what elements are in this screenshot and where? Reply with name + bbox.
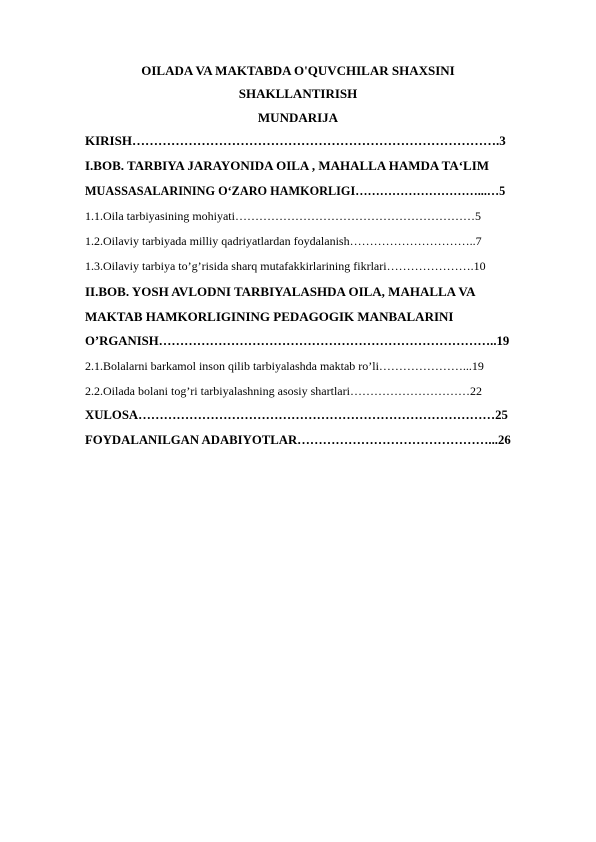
contents-heading: MUNDARIJA: [257, 110, 339, 125]
toc-entry-adabiyotlar: FOYDALANILGAN ADABIYOTLAR………………………………………...26: [85, 433, 511, 447]
document-title-line-2: SHAKLLANTIRISH: [238, 86, 358, 101]
toc-entry-chapter-2-line-3: O’RGANISH……………………………………………………………………..19: [85, 334, 510, 348]
toc-entry-1-1: 1.1.Oila tarbiyasining mohiyati……………………………………………………5: [85, 209, 481, 223]
toc-entry-2-2: 2.2.Oilada bolani tog’ri tarbiyalashning asosiy shartlari…………………………22: [85, 384, 482, 398]
toc-entry-kirish: KIRISH………………………………………………………………………….3: [85, 133, 506, 148]
toc-entry-1-2: 1.2.Oilaviy tarbiyada milliy qadriyatlardan foydalanish…………………………..7: [85, 234, 482, 248]
toc-entry-chapter-2-line-2: MAKTAB HAMKORLIGINING PEDAGOGIK MANBALARINI: [85, 309, 454, 324]
toc-entry-chapter-2-line-1: II.BOB. YOSH AVLODNI TARBIYALASHDA OILA, MAHALLA VA: [85, 284, 476, 299]
document-title-line-1: OILADA VA MAKTABDA O'QUVCHILAR SHAXSINI: [141, 63, 455, 78]
toc-entry-1-3: 1.3.Oilaviy tarbiya to’g’risida sharq mutafakkirlarining fikrlari………………….10: [85, 259, 486, 273]
toc-entry-2-1: 2.1.Bolalarni barkamol inson qilib tarbiyalashda maktab ro’li…………………...19: [85, 359, 484, 373]
toc-entry-chapter-1-line-1: I.BOB. TARBIYA JARAYONIDA OILA , MAHALLA HAMDA TA‘LIM: [85, 158, 490, 173]
toc-entry-xulosa: XULOSA…………………………………………………………………………25: [85, 408, 508, 422]
toc-entry-chapter-1-line-2: MUASSASALARINING O‘ZARO HAMKORLIGI…………………………...…5: [85, 184, 506, 198]
